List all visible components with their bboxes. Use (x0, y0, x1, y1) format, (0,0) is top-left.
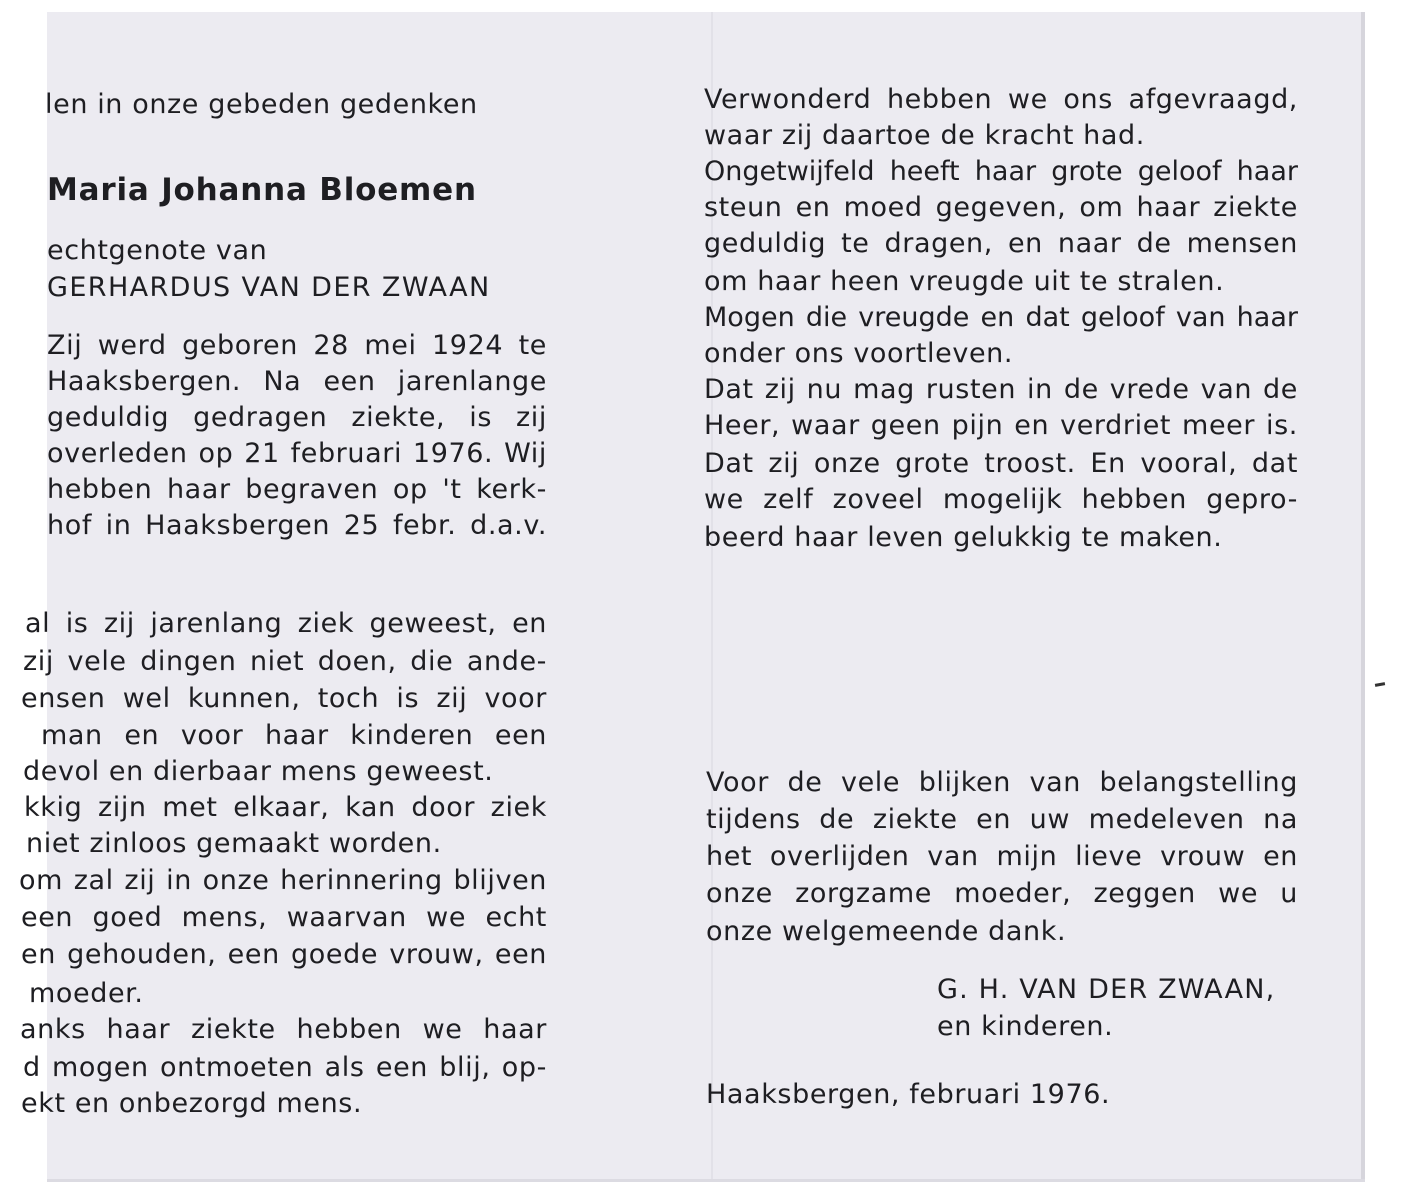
tribute-line: man en voor haar kinderen een (41, 720, 547, 751)
tribute-line: al is zij jarenlang ziek geweest, en (25, 608, 547, 639)
reflection-line: beerd haar leven gelukkig te maken. (704, 522, 1223, 553)
scan-bottom-shadow (47, 1179, 1365, 1182)
reflection-line: onder ons voortleven. (704, 338, 1014, 369)
tribute-line: zij vele dingen niet doen, die ande- (23, 646, 547, 677)
reflection-line: geduldig te dragen, en naar de mensen (704, 228, 1298, 259)
scan-edge-shadow (1361, 12, 1365, 1182)
reflection-line: waar zij daartoe de kracht had. (704, 120, 1145, 151)
tribute-line: ensen wel kunnen, toch is zij voor (21, 683, 547, 714)
tribute-line: devol en dierbaar mens geweest. (23, 756, 494, 787)
place-date: Haaksbergen, februari 1976. (706, 1079, 1111, 1110)
spouse-name: GERHARDUS VAN DER ZWAAN (47, 272, 491, 303)
biography-line: overleden op 21 februari 1976. Wij (47, 438, 547, 469)
memorial-card (19, 12, 1365, 1182)
thanks-line: Voor de vele blijken van belangstelling (706, 767, 1298, 798)
reflection-line: steun en moed gegeven, om haar ziekte (704, 192, 1298, 223)
tribute-line: ekt en onbezorgd mens. (21, 1088, 363, 1119)
reflection-line: om haar heen vreugde uit te stralen. (704, 266, 1225, 297)
biography-line: Haaksbergen. Na een jarenlange (47, 366, 547, 397)
tribute-line: anks haar ziekte hebben we haar (20, 1014, 547, 1045)
intro-line: len in onze gebeden gedenken (45, 89, 478, 120)
tribute-line: d mogen ontmoeten als een blij, op- (23, 1052, 547, 1083)
signature-name: G. H. VAN DER ZWAAN, (937, 974, 1276, 1005)
thanks-line: tijdens de ziekte en uw medeleven na (706, 804, 1298, 835)
tribute-line: moeder. (29, 978, 144, 1009)
tribute-line: kkig zijn met elkaar, kan door ziek (24, 792, 547, 823)
biography-line: hof in Haaksbergen 25 febr. d.a.v. (47, 510, 547, 541)
reflection-line: we zelf zoveel mogelijk hebben gepro- (704, 484, 1298, 515)
reflection-line: Dat zij nu mag rusten in de vrede van de (704, 374, 1298, 405)
biography-line: geduldig gedragen ziekte, is zij (47, 402, 547, 433)
signature-family: en kinderen. (937, 1011, 1114, 1042)
spouse-prefix: echtgenote van (47, 235, 268, 266)
deceased-name: Maria Johanna Bloemen (47, 172, 477, 208)
scan-mark (1375, 682, 1385, 687)
tribute-line: niet zinloos gemaakt worden. (26, 828, 442, 859)
thanks-line: het overlijden van mijn lieve vrouw en (706, 841, 1298, 872)
tribute-line: om zal zij in onze herinnering blijven (19, 865, 547, 896)
biography-line: Zij werd geboren 28 mei 1924 te (47, 330, 547, 361)
reflection-line: Heer, waar geen pijn en verdriet meer is. (704, 410, 1298, 441)
reflection-line: Verwonderd hebben we ons afgevraagd, (704, 84, 1298, 115)
thanks-line: onze welgemeende dank. (706, 916, 1067, 947)
thanks-line: onze zorgzame moeder, zeggen we u (706, 878, 1298, 909)
tribute-line: en gehouden, een goede vrouw, een (21, 939, 547, 970)
biography-line: hebben haar begraven op 't kerk- (47, 474, 547, 505)
tribute-line: een goed mens, waarvan we echt (21, 902, 547, 933)
reflection-line: Ongetwijfeld heeft haar grote geloof haar (704, 156, 1298, 187)
reflection-line: Mogen die vreugde en dat geloof van haar (704, 302, 1298, 333)
reflection-line: Dat zij onze grote troost. En vooral, dat (704, 448, 1298, 479)
